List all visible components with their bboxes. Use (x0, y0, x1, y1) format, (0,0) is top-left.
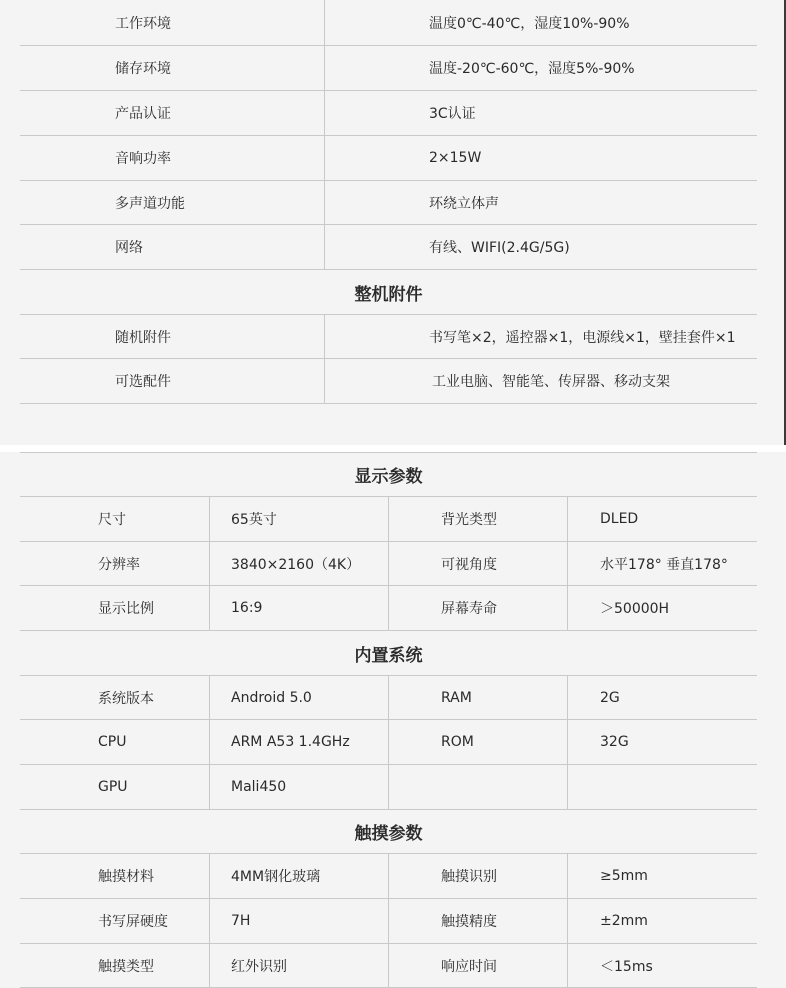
key-2: RAM (388, 676, 567, 719)
key-2: ROM (388, 720, 567, 764)
table-row (20, 720, 757, 765)
row-label: 工作环境 (115, 15, 171, 32)
key-2: 屏幕寿命 (388, 586, 567, 630)
key-1: 触摸类型 (98, 958, 154, 975)
key-2 (388, 765, 567, 809)
row-label: 可选配件 (115, 374, 171, 390)
key-1: CPU (98, 734, 127, 750)
table-row (20, 0, 757, 46)
value-2: 32G (567, 720, 757, 764)
value-2: ＜15ms (567, 944, 757, 987)
table-row (20, 46, 757, 91)
key-2: 背光类型 (388, 497, 567, 541)
value-1: 65英寸 (209, 497, 388, 541)
key-1: 显示比例 (98, 601, 154, 617)
key-1: 分辨率 (98, 556, 140, 573)
value-1: 16:9 (209, 586, 388, 630)
value-1: 4MM钢化玻璃 (209, 854, 388, 898)
section-title-touch: 触摸参数 (20, 810, 757, 854)
value-1: 红外识别 (209, 944, 388, 987)
table-row (20, 586, 757, 631)
spec-table-detail (0, 452, 786, 988)
row-value: 环绕立体声 (324, 181, 757, 224)
value-2: DLED (567, 497, 757, 541)
table-row (20, 497, 757, 542)
table-row (20, 944, 757, 988)
section-separator (0, 445, 786, 452)
row-label: 多声道功能 (115, 195, 185, 212)
table-row (20, 181, 757, 225)
row-label: 储存环境 (115, 61, 171, 77)
row-label: 网络 (115, 240, 143, 256)
value-2: 水平178° 垂直178° (567, 542, 757, 585)
key-2: 可视角度 (388, 542, 567, 585)
row-value: 工业电脑、智能笔、传屏器、移动支架 (324, 359, 757, 403)
value-1: Mali450 (209, 765, 388, 809)
table-row (20, 359, 757, 404)
row-value: 2×15W (324, 136, 757, 180)
row-label: 音响功率 (115, 151, 171, 167)
value-1: 3840×2160（4K） (209, 542, 388, 585)
table-row (20, 91, 757, 136)
key-2: 触摸识别 (388, 854, 567, 898)
row-value: 温度0℃-40℃，湿度10%-90% (324, 0, 757, 45)
table-row (20, 765, 757, 810)
value-2: 2G (567, 676, 757, 719)
value-1: Android 5.0 (209, 676, 388, 719)
value-2: ≥5mm (567, 854, 757, 898)
table-row (20, 315, 757, 359)
key-1: GPU (98, 779, 128, 795)
table-row (20, 854, 757, 899)
row-value: 书写笔×2，遥控器×1，电源线×1，壁挂套件×1 (324, 315, 757, 358)
key-1: 书写屏硬度 (98, 914, 168, 930)
section-title-system: 内置系统 (20, 631, 757, 676)
row-value: 有线、WIFI(2.4G/5G) (324, 225, 757, 269)
row-label: 随机附件 (115, 329, 171, 346)
value-1: ARM A53 1.4GHz (209, 720, 388, 764)
key-1: 尺寸 (98, 512, 126, 528)
spec-table-general (0, 0, 786, 445)
row-value: 温度-20℃-60℃，湿度5%-90% (324, 46, 757, 90)
value-2 (567, 765, 757, 809)
value-2: ＞50000H (567, 586, 757, 630)
value-2: ±2mm (567, 899, 757, 943)
section-title-display: 显示参数 (20, 452, 757, 497)
table-row (20, 899, 757, 944)
key-1: 触摸材料 (98, 869, 154, 885)
key-1: 系统版本 (98, 690, 154, 707)
row-value: 3C认证 (324, 91, 757, 135)
table-row (20, 676, 757, 720)
row-label: 产品认证 (115, 106, 171, 122)
key-2: 响应时间 (388, 944, 567, 987)
key-2: 触摸精度 (388, 899, 567, 943)
section-title-accessories: 整机附件 (20, 270, 757, 315)
table-row (20, 136, 757, 181)
table-row (20, 225, 757, 270)
value-1: 7H (209, 899, 388, 943)
table-row (20, 542, 757, 586)
